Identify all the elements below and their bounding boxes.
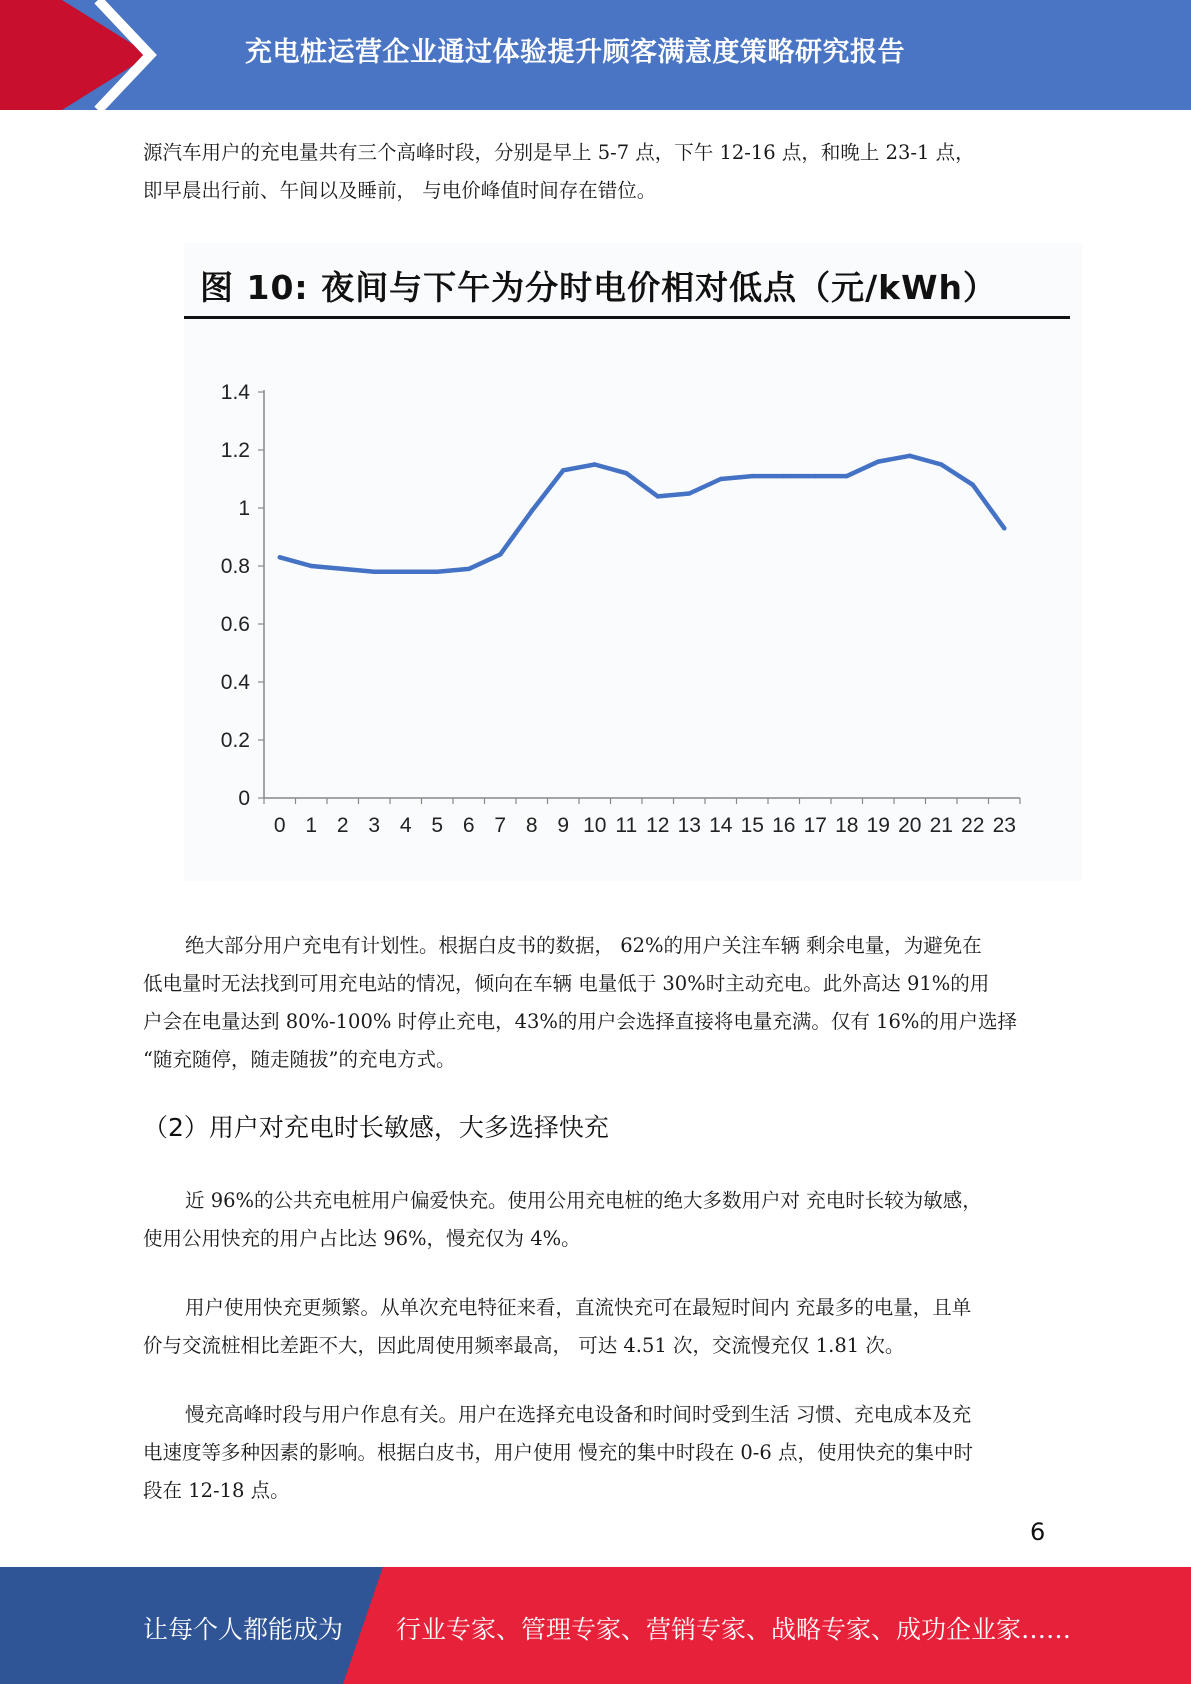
p3-line-2: 价与交流桩相比差距不大，因此周使用频率最高， 可达 4.51 次，交流慢充仅 1.81 次。 [143, 1334, 905, 1357]
x-tick-label: 2 [336, 814, 349, 837]
paragraph-frequency [143, 1289, 1053, 1365]
data-point [939, 462, 943, 466]
data-point [561, 468, 565, 472]
x-tick-label: 5 [431, 814, 444, 837]
data-point [813, 474, 817, 478]
x-tick-label: 11 [615, 814, 638, 837]
figure-title-rule [184, 316, 1070, 319]
page-header [0, 0, 1191, 110]
p3-line-1: 用户使用快充更频繁。从单次充电特征来看，直流快充可在最短时间内 充最多的电量，且单 [185, 1296, 972, 1319]
x-tick-label: 9 [557, 814, 570, 837]
data-point [372, 570, 376, 574]
x-tick-label: 7 [494, 814, 507, 837]
x-tick-label: 0 [273, 814, 286, 837]
x-tick-label: 17 [803, 814, 827, 837]
x-tick-label: 3 [368, 814, 381, 837]
y-tick-label: 0.8 [220, 555, 250, 578]
p4-line-2: 电速度等多种因素的影响。根据白皮书，用户使用 慢充的集中时段在 0-6 点，使用快充的集中时 [143, 1441, 973, 1464]
footer-slogan-left: 让每个人都能成为 [143, 1615, 344, 1644]
p1-line-1: 绝大部分用户充电有计划性。根据白皮书的数据， 62%的用户关注车辆 剩余电量，为避免在 [185, 934, 982, 957]
x-tick-label: 1 [305, 814, 318, 837]
data-point [278, 555, 282, 559]
data-point [876, 459, 880, 463]
data-point [404, 570, 408, 574]
p1-line-2: 低电量时无法找到可用充电站的情况，倾向在车辆 电量低于 30%时主动充电。此外高达 91%的用 [143, 972, 990, 995]
intro-line-1: 源汽车用户的充电量共有三个高峰时段，分别是早上 5-7 点，下午 12-16 点，和晚上 23-1 点， [143, 141, 975, 164]
x-tick-label: 14 [709, 814, 733, 837]
p2-line-1: 近 96%的公共充电桩用户偏爱快充。使用公用充电桩的绝大多数用户对 充电时长较为敏感， [185, 1189, 982, 1212]
header-red-arrow [0, 0, 150, 110]
data-point [908, 454, 912, 458]
intro-paragraph [143, 134, 1053, 210]
data-point [593, 462, 597, 466]
x-tick-label: 10 [583, 814, 607, 837]
data-point [498, 552, 502, 556]
data-point [341, 567, 345, 571]
x-tick-label: 15 [740, 814, 764, 837]
y-tick-label: 0.6 [220, 613, 250, 636]
data-point [971, 483, 975, 487]
p1-line-3: 户会在电量达到 80%-100% 时停止充电，43%的用户会选择直接将电量充满。仅有 16%的用户选择 [143, 1010, 1017, 1033]
data-point [687, 491, 691, 495]
y-tick-label: 1 [238, 497, 250, 520]
p4-line-1: 慢充高峰时段与用户作息有关。用户在选择充电设备和时间时受到生活 习惯、充电成本及充 [185, 1403, 972, 1426]
x-tick-label: 18 [835, 814, 859, 837]
y-tick-label: 1.4 [220, 381, 250, 404]
data-point [309, 564, 313, 568]
chart-y-ticks [221, 381, 264, 810]
line-chart [184, 322, 1082, 862]
data-point [656, 494, 660, 498]
paragraph-slow-charge [143, 1396, 1053, 1510]
data-point [845, 474, 849, 478]
data-point [782, 474, 786, 478]
data-point [435, 570, 439, 574]
p1-line-4: “随充随停，随走随拔”的充电方式。 [143, 1048, 456, 1071]
page-number: 6 [1030, 1518, 1046, 1546]
intro-line-2: 即早晨出行前、午间以及睡前， 与电价峰值时间存在错位。 [143, 179, 657, 202]
y-tick-label: 0.2 [220, 729, 250, 752]
data-point [1002, 526, 1006, 530]
x-tick-label: 4 [399, 814, 412, 837]
paragraph-fast-charge [143, 1182, 1053, 1258]
x-tick-label: 8 [525, 814, 538, 837]
figure-title: 图 10: 夜间与下午为分时电价相对低点（元/kWh） [200, 268, 997, 307]
p2-line-2: 使用公用快充的用户占比达 96%，慢充仅为 4%。 [143, 1227, 581, 1250]
x-tick-label: 12 [646, 814, 670, 837]
data-point [467, 567, 471, 571]
series-line [280, 456, 1005, 572]
x-tick-label: 23 [992, 814, 1016, 837]
x-tick-label: 19 [866, 814, 890, 837]
data-point [750, 474, 754, 478]
data-point [530, 509, 534, 513]
y-tick-label: 1.2 [220, 439, 250, 462]
header-title: 充电桩运营企业通过体验提升顾客满意度策略研究报告 [245, 37, 905, 68]
data-point [624, 471, 628, 475]
chart-axes [264, 390, 1020, 798]
paragraph-planning [143, 927, 1053, 1079]
x-tick-label: 20 [898, 814, 922, 837]
x-tick-label: 21 [929, 814, 953, 837]
footer-slogan-right: 行业专家、管理专家、营销专家、战略专家、成功企业家…… [396, 1615, 1072, 1644]
p4-line-3: 段在 12-18 点。 [143, 1479, 290, 1502]
x-tick-label: 16 [772, 814, 796, 837]
x-tick-label: 13 [677, 814, 701, 837]
chart-series [278, 454, 1007, 574]
data-point [719, 477, 723, 481]
y-tick-label: 0.4 [220, 671, 250, 694]
y-tick-label: 0 [238, 787, 250, 810]
section-heading: （2）用户对充电时长敏感，大多选择快充 [143, 1113, 609, 1142]
x-tick-label: 22 [961, 814, 985, 837]
chart-x-ticks [264, 798, 1020, 837]
x-tick-label: 6 [462, 814, 475, 837]
